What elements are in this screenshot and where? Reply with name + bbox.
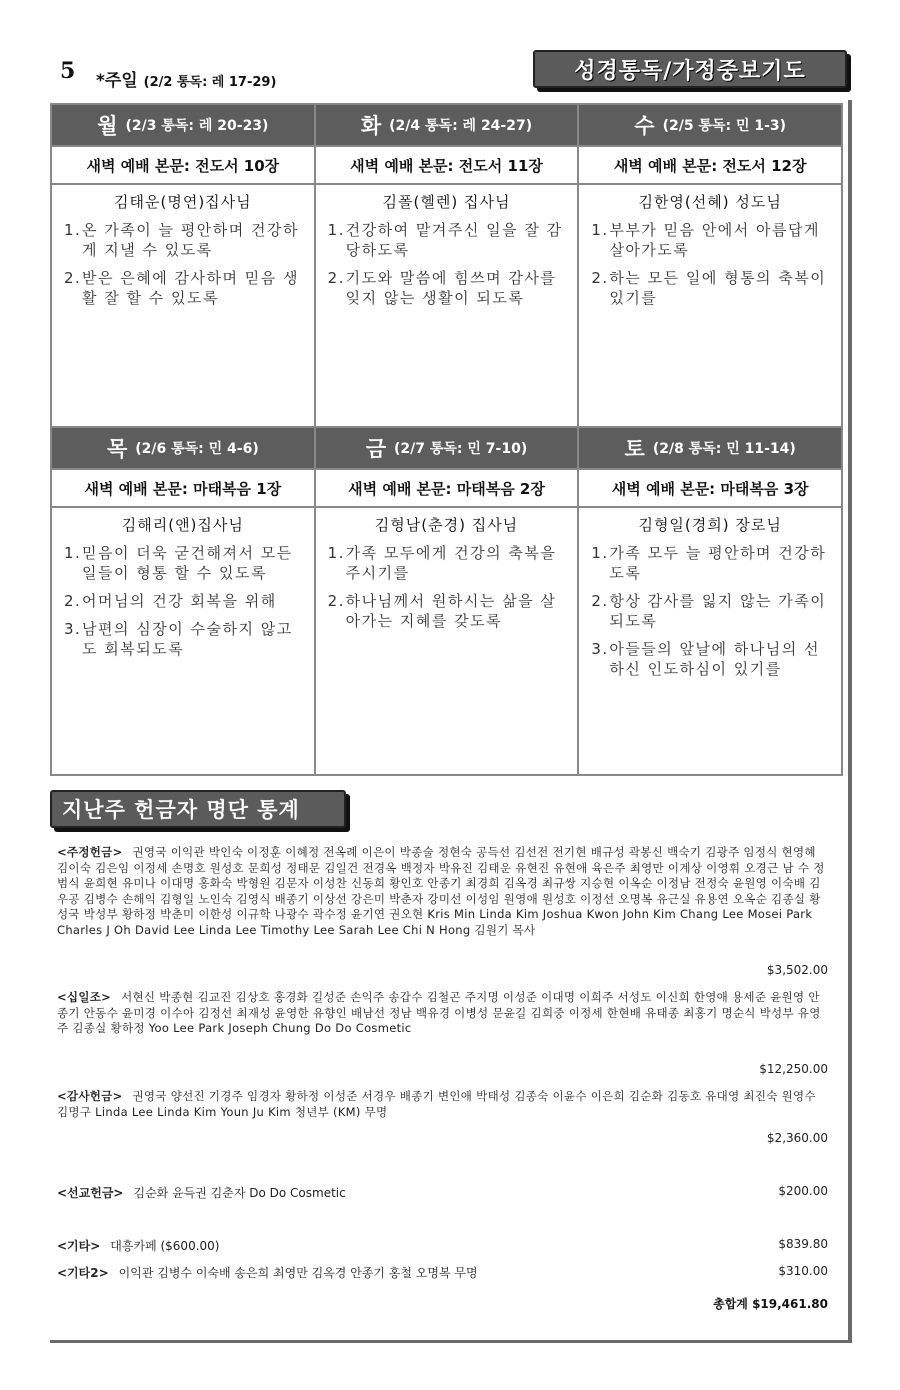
offering-other2 (57, 1264, 478, 1281)
offering-thanks10 (57, 990, 830, 1037)
prayer-text: 남편의 심장이 수술하지 않고도 회복되도록 (82, 620, 293, 658)
day-label: 목 (106, 437, 128, 461)
prayer-text: 가족 모두 늘 평안하며 건강하도록 (609, 544, 827, 582)
prayer-num: 2. (64, 592, 82, 610)
prayer-item (591, 639, 831, 679)
prayer-text: 하는 모든 일에 형통의 축복이 있기를 (609, 269, 827, 307)
prayer-num: 2. (327, 269, 345, 287)
prayer-leader: 김형남(춘경) 집사님 (374, 516, 519, 534)
prayer-grid-top (50, 103, 843, 428)
prayer-text: 어머님의 건강 회복을 위해 (82, 592, 277, 610)
dawn-verse: 새벽 예배 본문: 전도서 12장 (579, 145, 841, 185)
day-header (52, 428, 314, 468)
day-cell-tue (316, 105, 578, 426)
prayer-item (591, 591, 831, 631)
day-reading: (2/7 통독: 민 7-10) (394, 441, 528, 457)
prayer-list (52, 543, 314, 667)
offering-names: 서현신 박종현 김교진 김상호 홍경화 길성준 손익주 송갑수 김철곤 주지명 이성준 이대명 이희주 서성도 이신희 한영애 용세준 윤원영 안종기 안동수 윤미경 이수아 김정선 최재성 윤영한 유향인 배남선 정남 백유경 이병성 문윤길 김희중 이정세 한현배 유태종 최홍기 명순식 박성부 유영주 김종실 황하정 Yoo Lee Park Joseph Chung Do Do Cosmetic (57, 990, 821, 1035)
prayer-num: 1. (327, 221, 345, 239)
day-header (579, 105, 841, 145)
prayer-num: 2. (64, 269, 82, 287)
offering-category: <감사헌금> (57, 1089, 123, 1103)
sunday-reading-range: (2/2 통독: 레 17-29) (143, 75, 277, 90)
offering-mission (57, 1184, 346, 1201)
prayer-item (64, 619, 304, 659)
dawn-verse: 새벽 예배 본문: 마태복음 3장 (579, 468, 841, 508)
day-reading: (2/4 통독: 레 24-27) (389, 118, 533, 134)
section-title: 성경통독/가정중보기도 (533, 50, 847, 88)
offering-category: <기타2> (57, 1266, 109, 1280)
prayer-num: 1. (64, 544, 82, 562)
prayer-num: 3. (64, 620, 82, 638)
prayer-list (316, 543, 578, 639)
offering-names: 권영국 양선진 기경주 임경자 황하정 이성준 서경우 배종기 변인애 박태성 김종숙 이윤수 이은희 김순화 김동호 유대영 최진숙 원영수 김명구 Linda Lee Linda Kim Youn Ju Kim 청년부 (KM) 무명 (57, 1089, 816, 1119)
offering-thanks (57, 1089, 830, 1120)
prayer-list (579, 543, 841, 687)
day-cell-mon (52, 105, 314, 426)
offering-other1 (57, 1237, 219, 1254)
day-label: 화 (360, 114, 382, 138)
offering-category: <십일조> (57, 990, 112, 1004)
offering-names: 김순화 윤득권 김춘자 Do Do Cosmetic (133, 1186, 346, 1200)
prayer-item (591, 543, 831, 583)
prayer-num: 2. (591, 269, 609, 287)
prayer-num: 2. (327, 592, 345, 610)
offering-category: <기타> (57, 1239, 101, 1253)
offering-amount: $310.00 (778, 1264, 828, 1278)
prayer-grid-bottom (50, 428, 843, 776)
sunday-label: *주일 (96, 71, 138, 91)
prayer-text: 부부가 믿음 안에서 아름답게 살아가도록 (609, 221, 821, 259)
prayer-leader: 김해리(앤)집사님 (121, 516, 244, 534)
prayer-text: 하나님께서 원하시는 삶을 살아가는 지혜를 갖도록 (345, 592, 557, 630)
prayer-num: 1. (64, 221, 82, 239)
prayer-num: 1. (327, 544, 345, 562)
prayer-list (316, 220, 578, 316)
offering-amount: $12,250.00 (759, 1062, 828, 1076)
day-label: 월 (97, 114, 118, 138)
dawn-verse: 새벽 예배 본문: 전도서 10장 (52, 145, 314, 185)
prayer-num: 1. (591, 544, 609, 562)
offering-tithe (57, 845, 830, 938)
prayer-text: 기도와 말씀에 힘쓰며 감사를 잊지 않는 생활이 되도록 (345, 269, 557, 307)
day-header (316, 105, 578, 145)
prayer-item (591, 220, 831, 260)
day-cell-thu (52, 428, 314, 774)
offering-amount: $2,360.00 (766, 1131, 828, 1145)
prayer-num: 3. (591, 640, 609, 658)
prayer-text: 건강하여 맡겨주신 일을 잘 감당하도록 (345, 221, 563, 259)
prayer-num: 1. (591, 221, 609, 239)
offering-amount: $3,502.00 (766, 963, 828, 977)
prayer-text: 아들들의 앞날에 하나님의 선하신 인도하심이 있기를 (609, 640, 821, 678)
prayer-item (64, 220, 304, 260)
offering-names: 이익관 김병수 이숙배 송은희 최영만 김옥경 안종기 홍철 오명복 무명 (118, 1266, 478, 1280)
offering-category: <주정헌금> (57, 845, 123, 859)
day-reading: (2/6 통독: 민 4-6) (135, 441, 259, 457)
prayer-leader: 김태운(명연)집사님 (114, 193, 252, 211)
offering-names: 대흥카페 ($600.00) (110, 1239, 220, 1253)
prayer-item (64, 543, 304, 583)
day-cell-fri (316, 428, 578, 774)
prayer-leader: 김폴(헬렌) 집사님 (382, 193, 511, 211)
day-label: 수 (634, 114, 655, 138)
dawn-verse: 새벽 예배 본문: 마태복음 1장 (52, 468, 314, 508)
day-label: 금 (365, 437, 387, 461)
day-header (52, 105, 314, 145)
prayer-item (64, 268, 304, 308)
prayer-leader: 김한영(선혜) 성도님 (638, 193, 782, 211)
prayer-list (579, 220, 841, 316)
offering-title: 지난주 헌금자 명단 통계 (50, 790, 346, 828)
dawn-verse: 새벽 예배 본문: 마태복음 2장 (316, 468, 578, 508)
prayer-leader: 김형일(경희) 장로님 (638, 516, 782, 534)
day-reading: (2/3 통독: 레 20-23) (125, 118, 269, 134)
page-number: 5 (60, 58, 76, 84)
day-cell-wed (579, 105, 841, 426)
dawn-verse: 새벽 예배 본문: 전도서 11장 (316, 145, 578, 185)
day-label: 토 (624, 437, 645, 461)
sunday-reading (96, 66, 276, 91)
day-cell-sat (579, 428, 841, 774)
prayer-text: 항상 감사를 잃지 않는 가족이 되도록 (609, 592, 827, 630)
prayer-item (328, 220, 568, 260)
day-reading: (2/5 통독: 민 1-3) (662, 118, 787, 134)
prayer-item (64, 591, 304, 611)
prayer-text: 온 가족이 늘 평안하며 건강하게 지낼 수 있도록 (82, 221, 299, 259)
offering-amount: $200.00 (778, 1184, 828, 1198)
offering-total: 총합계 $19,461.80 (713, 1297, 828, 1311)
offering-amount: $839.80 (778, 1237, 828, 1251)
prayer-text: 받은 은혜에 감사하며 믿음 생활 잘 할 수 있도록 (82, 269, 299, 307)
right-rule (848, 100, 852, 1342)
day-reading: (2/8 통독: 민 11-14) (652, 441, 796, 457)
prayer-item (328, 543, 568, 583)
day-header (316, 428, 578, 468)
day-header (579, 428, 841, 468)
offering-names: 권영국 이익관 박인숙 이정훈 이혜정 전옥례 이은이 박종술 정현숙 공득선 김선전 전기현 배규성 곽봉신 백숙기 김광주 임정식 현영혜 김이숙 김은임 이정세 손명호 원성호 문희성 정태문 김일건 전경옥 백정자 박유진 김태운 유현진 유현애 육은주 최영만 이계상 이영휘 오경근 남 수 정범식 윤희현 유미나 이대명 홍화숙 박형원 김문자 이성찬 신동희 황인호 안종기 최경희 김옥경 최규쌍 지승현 이옥순 이정남 전정숙 윤원영 이숙배 김우공 김병수 손해익 김형일 노인숙 김영식 배종기 이상선 강은미 박춘자 강미선 이성임 원영애 원성호 이정선 오명복 유근실 유용연 오옥순 김종실 황성국 박성부 황하정 박춘미 이한성 이규학 나광수 곽수정 윤기연 권오현 Kris Min Linda Kim Joshua Kwon John Kim Chang Lee Mosei Park Charles J Oh David Lee Linda Lee Timothy Lee Sarah Lee Chi N Hong 김원기 목사 (57, 845, 825, 937)
prayer-text: 가족 모두에게 건강의 축복을 주시기를 (345, 544, 557, 582)
prayer-item (328, 591, 568, 631)
prayer-item (328, 268, 568, 308)
prayer-text: 믿음이 더욱 굳건해져서 모든 일들이 형통 할 수 있도록 (82, 544, 293, 582)
prayer-item (591, 268, 831, 308)
offering-category: <선교헌금> (57, 1186, 124, 1200)
prayer-list (52, 220, 314, 316)
bottom-rule (50, 1340, 852, 1343)
prayer-num: 2. (591, 592, 609, 610)
